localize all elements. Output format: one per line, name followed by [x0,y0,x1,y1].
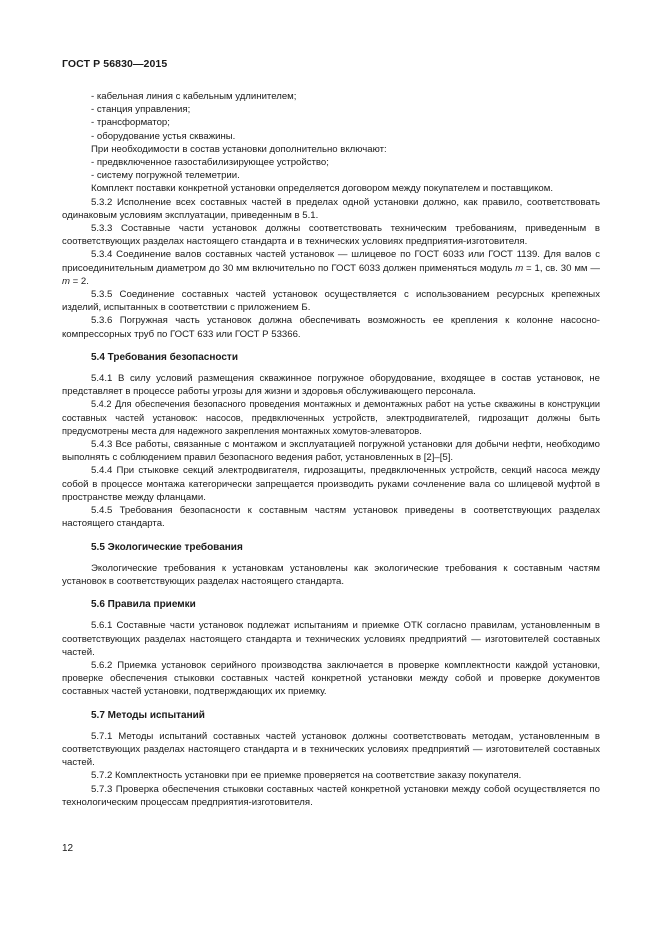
section-heading-5-5: 5.5 Экологические требования [91,541,243,553]
paragraph: При необходимости в состав установки дополнительно включают: [91,143,387,155]
paragraph-5-5: Экологические требования к установкам установлены как экологические требования к составным частям установок в соответствующих разделах настоящего стандарта. [62,562,600,587]
paragraph-5-4-5: 5.4.5 Требования безопасности к составным частям установок приведены в соответствующих разделах настоящего стандарта. [62,505,600,530]
paragraph-5-3-6: 5.3.6 Погружная часть установок должна обеспечивать возможность ее крепления к колонне насосно-компрессорных труб по ГОСТ 633 или ГОСТ Р 53366. [62,315,600,340]
paragraph-5-7-3: 5.7.3 Проверка обеспечения стыковки составных частей конкретной установки между собой осуществляется по технологическим процессам предприятия-изготовителя. [62,783,600,808]
paragraph-5-3-5: 5.3.5 Соединение составных частей установок осуществляется с использованием ресурсных крепежных изделий, испытанных в соответствии с приложением Б. [62,289,600,314]
paragraph-5-4-1: 5.4.1 В силу условий размещения скважинное погружное оборудование, входящее в состав установок, не представляет в процессе работы угрозы для жизни и здоровья обслуживающего персонала. [62,373,600,398]
paragraph-5-7-1: 5.7.1 Методы испытаний составных частей установок должны соответствовать методам, установленным в соответствующих разделах настоящего стандарта и в технических условиях предприятий — изготовителей составных частей. [62,730,600,769]
section-heading-5-7: 5.7 Методы испытаний [91,709,205,721]
paragraph-5-7-2: 5.7.2 Комплектность установки при ее приемке проверяется на соответствие заказу покупателя. [91,770,522,782]
list-item: - трансформатор; [91,117,170,129]
paragraph-5-6-2: 5.6.2 Приемка установок серийного производства заключается в проверке комплектности каждой установки, проверке обеспечения стыковки составных частей конкретной установки между собой и проверке документов составных частей установки, подтверждающих их приемку. [62,659,600,698]
paragraph-5-6-1: 5.6.1 Составные части установок подлежат испытаниям и приемке ОТК согласно правилам, установленным в соответствующих разделах настоящего стандарта и технических условиях предприятий — изготовителей составных частей. [62,620,600,658]
page-number: 12 [62,843,74,854]
paragraph-5-3-2: 5.3.2 Исполнение всех составных частей в пределах одной установки должно, как правило, соответствовать одинаковым условиям эксплуатации, приведенным в 5.1. [62,196,600,221]
paragraph: Комплект поставки конкретной установки определяется договором между покупателем и поставщиком. [91,183,554,195]
paragraph-5-4-4: 5.4.4 При стыковке секций электродвигателя, гидрозащиты, предвключенных устройств, секций насоса между собой в процессе монтажа категорически запрещается производить руками сочленение вала со шлицевой муфтой в пространстве между фланцами. [62,465,600,503]
list-item: - станция управления; [91,104,191,116]
paragraph-5-4-3: 5.4.3 Все работы, связанные с монтажом и эксплуатацией погружной установки для добычи нефти, необходимо выполнять с соблюдением правил безопасного ведения работ, установленных в [2]–[5]. [62,439,600,464]
section-heading-5-4: 5.4 Требования безопасности [91,351,238,363]
list-item: - кабельная линия с кабельным удлинителем; [91,91,297,102]
paragraph-5-3-4: 5.3.4 Соединение валов составных частей установок — шлицевое по ГОСТ 6033 или ГОСТ 1139. Для валов с присоединительным диаметром до 30 мм включительно по ГОСТ 6033 должен применяться модуль m = 1, св. 30 мм — m = 2. [62,249,600,287]
document-body [62,90,600,809]
list-item: - предвключенное газостабилизирующее устройство; [91,157,329,169]
document-header: ГОСТ Р 56830—2015 [62,58,168,70]
list-item: - систему погружной телеметрии. [91,170,240,182]
paragraph-5-4-2: 5.4.2 Для обеспечения безопасного проведения монтажных и демонтажных работ на устье скважины в конструкции составных частей установок: насосов, предвключенных устройств, электродвигателей, гидрозащит должны быть предусмотрены места для надежного закрепления монтажных хомутов-элеваторов. [62,399,600,436]
paragraph-5-3-3: 5.3.3 Составные части установок должны соответствовать техническим требованиям, приведенным в соответствующих разделах настоящего стандарта и в технических условиях предприятия-изготовителя. [62,223,600,248]
section-heading-5-6: 5.6 Правила приемки [91,599,196,611]
list-item: - оборудование устья скважины. [91,130,236,142]
